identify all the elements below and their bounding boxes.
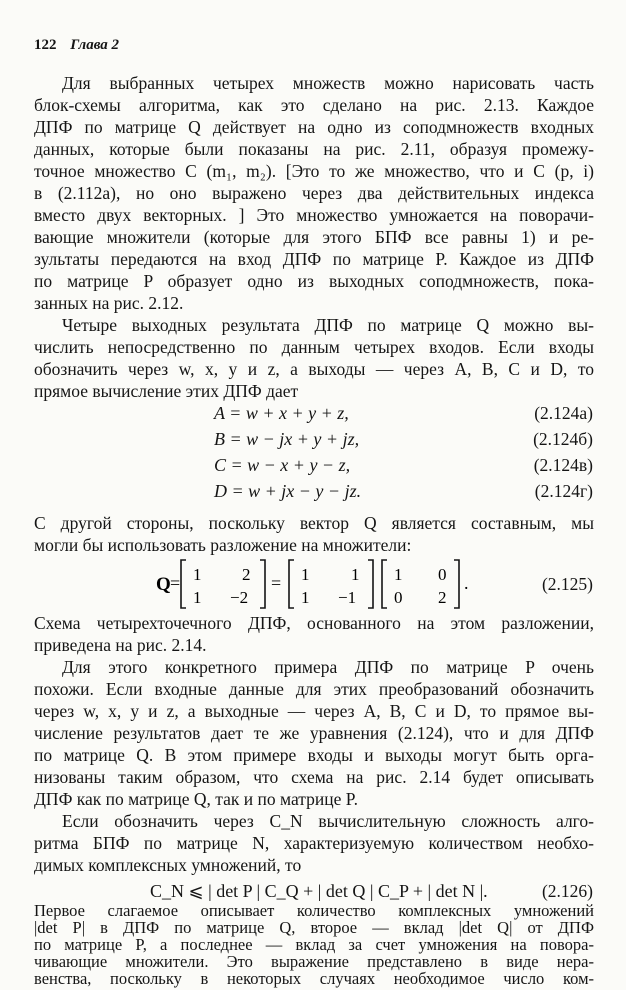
chapter-title: Глава 2 bbox=[70, 37, 120, 53]
matrix-cell: 1 bbox=[193, 565, 202, 584]
text-line: зультаты передаются на вход ДПФ по матрице P. Каждое из ДПФ bbox=[34, 249, 594, 269]
svg-text:=: = bbox=[170, 573, 181, 593]
matrix-cell: 1 bbox=[394, 565, 403, 584]
matrix-cell: −1 bbox=[338, 588, 357, 607]
text-line: Первое слагаемое описывает количество комплексных умножений bbox=[34, 901, 594, 920]
text-line: Схема четырехточечного ДПФ, основанного на этом разложении, bbox=[34, 613, 594, 633]
text-line: ритма БПФ по матрице N, характеризуемую количеством необхо- bbox=[34, 833, 594, 853]
text-line: С другой стороны, поскольку вектор Q является составным, мы bbox=[34, 513, 594, 533]
text-line: похожи. Если входные данные для этих преобразований обозначить bbox=[34, 679, 594, 699]
equation-2-124a: A = w + x + y + z, bbox=[214, 403, 349, 423]
equation-2-124v: C = w − x + y − z, bbox=[214, 455, 351, 475]
text-line: числить непосредственно по данным четырех входов. Если входы bbox=[34, 337, 594, 357]
matrix-cell: 1 bbox=[301, 565, 310, 584]
equation-label: (2.124в) bbox=[533, 455, 593, 475]
text-line: через w, x, y и z, а выходные — через A, B, C и D, то прямое вы- bbox=[34, 701, 594, 721]
text-line: точное множество C (m₁, m₂). [Это то же множество, что и C (p, i) bbox=[34, 161, 594, 181]
equation-label: (2.124а) bbox=[534, 403, 593, 423]
matrix-cell: 2 bbox=[242, 565, 251, 584]
matrix-cell: 1 bbox=[351, 565, 360, 584]
text-line: Для выбранных четырех множеств можно нарисовать часть bbox=[62, 73, 594, 93]
equation-label: (2.126) bbox=[541, 881, 593, 901]
text-line: обозначить через w, x, y и z, а выходы — через A, B, C и D, то bbox=[34, 359, 594, 379]
text-line: низованы таким образом, что схема на рис. 2.14 будет описывать bbox=[34, 767, 594, 787]
page-number: 122 bbox=[34, 37, 57, 53]
text-line: вающие множители (которые для этого БПФ все равны 1) и ре- bbox=[34, 227, 594, 247]
text-line: Для этого конкретного примера ДПФ по матрице P очень bbox=[62, 657, 594, 677]
text-line: ДПФ по матрице Q действует на одно из соподмножеств входных bbox=[34, 117, 594, 137]
text-line: блок-схемы алгоритма, как это сделано на рис. 2.13. Каждое bbox=[34, 95, 594, 115]
page-header bbox=[34, 37, 119, 54]
svg-text:.: . bbox=[464, 573, 469, 593]
equation-label: (2.124б) bbox=[533, 429, 593, 449]
matrix-cell: 0 bbox=[438, 565, 447, 584]
text-line: занных на рис. 2.12. bbox=[34, 293, 184, 313]
text-line: |det P| в ДПФ по матрице Q, второе — вклад |det Q| от ДПФ bbox=[34, 918, 594, 937]
matrix-cell: −2 bbox=[230, 588, 249, 607]
text-line: ДПФ как по матрице Q, так и по матрице P. bbox=[34, 789, 358, 809]
text-line: прямое вычисление этих ДПФ дает bbox=[34, 381, 299, 401]
svg-text:=: = bbox=[271, 573, 282, 593]
text-line: вместо двух векторных. ] Это множество умножается на поворачи- bbox=[34, 205, 594, 225]
matrix-equation-2-125 bbox=[156, 556, 476, 608]
matrix-brackets bbox=[156, 556, 486, 612]
matrix-lhs: Q bbox=[156, 574, 171, 595]
text-line: приведена на рис. 2.14. bbox=[34, 635, 207, 655]
equation-label: (2.125) bbox=[541, 574, 593, 594]
text-line: по матрице Q. В этом примере входы и выходы могут быть орга- bbox=[34, 745, 594, 765]
text-line: данных, которые были показаны на рис. 2.11, образуя промежу- bbox=[34, 139, 594, 159]
matrix-cell: 2 bbox=[438, 588, 447, 607]
text-line: венства, поскольку в некоторых случаях необходимое число ком- bbox=[34, 969, 594, 988]
text-line: по матрице P, а последнее — вклад за счет умножения на поворa- bbox=[34, 935, 594, 954]
equation-label: (2.124г) bbox=[534, 481, 593, 501]
text-line: димых комплексных умножений, то bbox=[34, 855, 302, 875]
text-line: Если обозначить через C_N вычислительную сложность алго- bbox=[62, 811, 594, 831]
matrix-cell: 0 bbox=[394, 588, 403, 607]
text-line: по матрице P образует одно из выходных соподмножеств, пока- bbox=[34, 271, 594, 291]
text-line: Четыре выходных результата ДПФ по матрице Q можно вы- bbox=[62, 315, 594, 335]
equation-2-124g: D = w + jx − y − jz. bbox=[214, 481, 362, 501]
text-line: могли бы использовать разложение на множители: bbox=[34, 535, 412, 555]
equation-2-124b: B = w − jx + y + jz, bbox=[214, 429, 360, 449]
text-line: в (2.112а), но оно выражено через два действительных индекса bbox=[34, 183, 594, 203]
matrix-cell: 1 bbox=[301, 588, 310, 607]
equation-2-126: C_N ⩽ | det P | C_Q + | det Q | C_P + | det N |. bbox=[150, 881, 488, 901]
text-line: числение результатов дает те же уравнения (2.124), что и для ДПФ bbox=[34, 723, 594, 743]
text-line: чивающие множители. Это выражение представлено в виде нера- bbox=[34, 952, 594, 971]
matrix-cell: 1 bbox=[193, 588, 202, 607]
